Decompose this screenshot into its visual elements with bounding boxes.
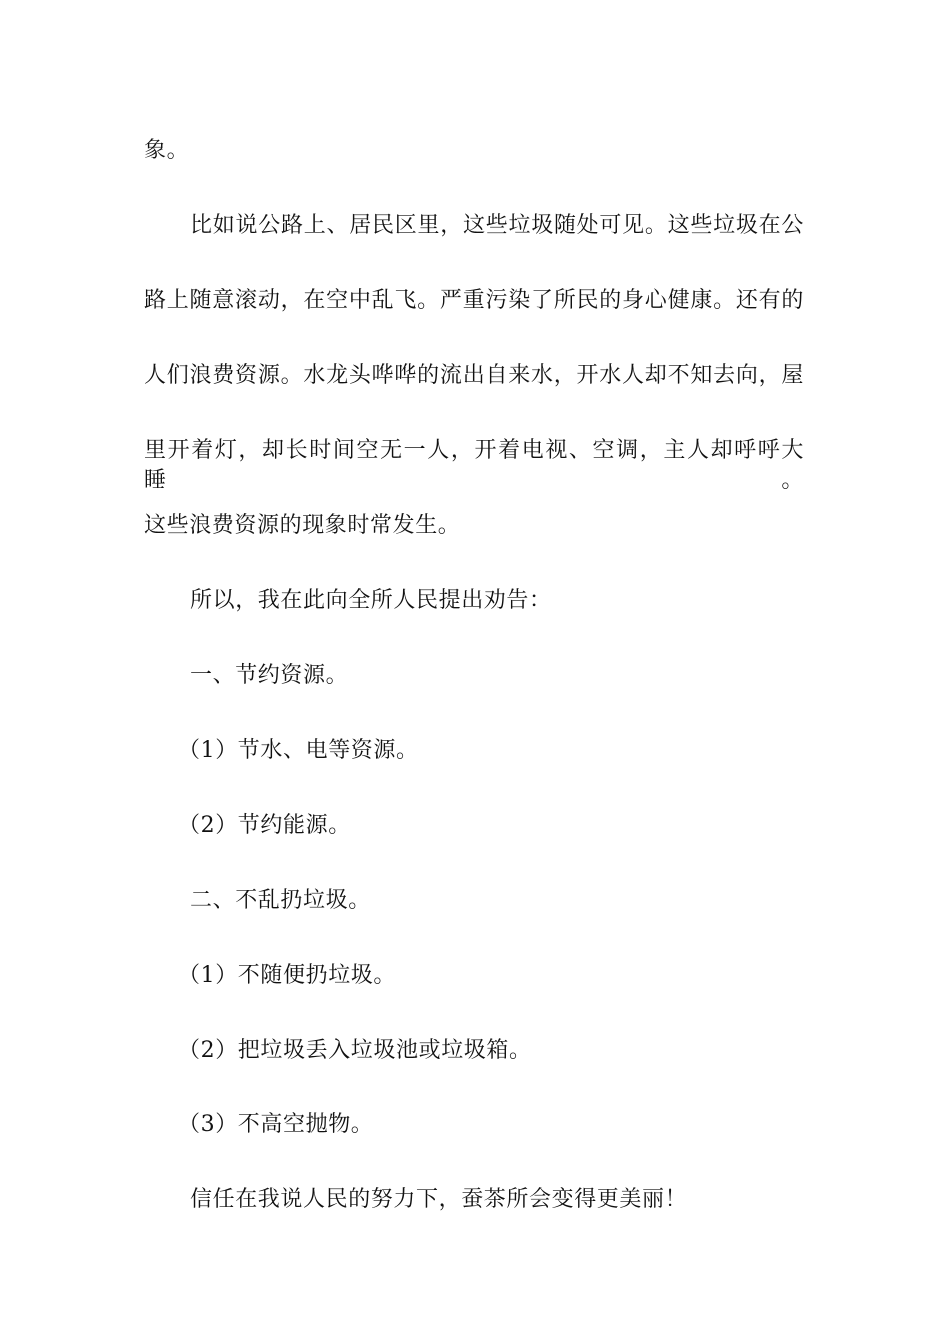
paragraph-line: 所以，我在此向全所人民提出劝告： xyxy=(190,588,552,613)
list-item: （2）把垃圾丢入垃圾池或垃圾箱。 xyxy=(178,1038,532,1063)
paragraph-line: 里开着灯，却长时间空无一人，开着电视、空调，主人却呼呼大睡。 xyxy=(144,438,804,493)
list-item: （2）节约能源。 xyxy=(178,813,351,838)
section-heading: 二、不乱扔垃圾。 xyxy=(190,888,371,913)
paragraph-line: 路上随意滚动，在空中乱飞。严重污染了所民的身心健康。还有的 xyxy=(144,288,804,313)
paragraph-line: 这些浪费资源的现象时常发生。 xyxy=(144,513,461,538)
paragraph-line: 比如说公路上、居民区里，这些垃圾随处可见。这些垃圾在公 xyxy=(190,213,804,238)
list-item: （3）不高空抛物。 xyxy=(178,1112,374,1137)
list-item: （1）不随便扔垃圾。 xyxy=(178,963,396,988)
list-item: （1）节水、电等资源。 xyxy=(178,738,419,763)
section-heading: 一、节约资源。 xyxy=(190,663,349,688)
paragraph-line: 信任在我说人民的努力下，蚕茶所会变得更美丽！ xyxy=(190,1187,688,1212)
paragraph-line: 象。 xyxy=(144,138,190,163)
paragraph-line: 人们浪费资源。水龙头哗哗的流出自来水，开水人却不知去向，屋 xyxy=(144,363,804,388)
